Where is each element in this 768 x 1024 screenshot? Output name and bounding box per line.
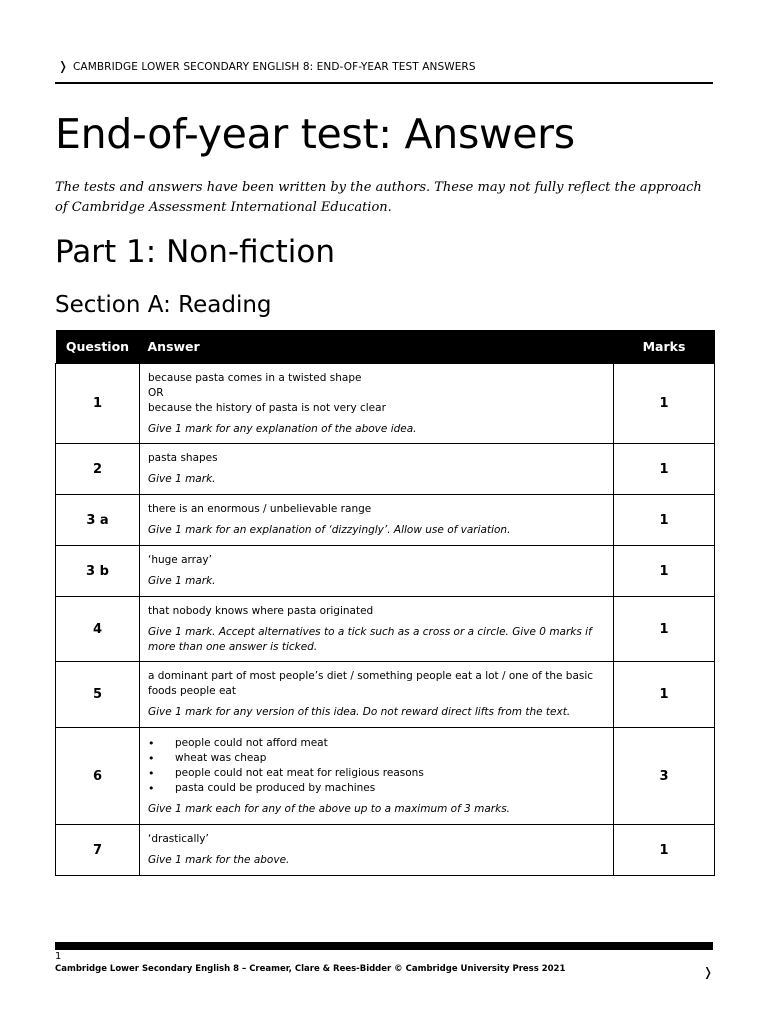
answer-text: OR [148,386,164,399]
marks-cell: 1 [614,495,715,546]
bullet-item: • people could not eat meat for religious reasons [148,766,605,781]
header-text: CAMBRIDGE LOWER SECONDARY ENGLISH 8: END-OF-YEAR TEST ANSWERS [73,61,476,73]
question-cell: 7 [56,825,140,876]
question-cell: 2 [56,444,140,495]
table-row [56,597,715,662]
answer-cell [140,364,614,444]
marks-cell: 3 [614,728,715,825]
answer-text: there is an enormous / unbelievable range [148,503,372,515]
marking-guidance: Give 1 mark for the above. [148,854,290,866]
section-heading: Section A: Reading [55,292,272,318]
column-header-question: Question [56,330,140,364]
marks-cell: 1 [614,444,715,495]
answer-cell [140,444,614,495]
table-row [56,495,715,546]
page-number: 1 [55,951,62,962]
question-cell: 5 [56,662,140,728]
question-cell: 4 [56,597,140,662]
marking-guidance: Give 1 mark. Accept alternatives to a tick such as a cross or a circle. Give 0 marks if more than one answer is ticked. [148,625,592,653]
question-cell: 1 [56,364,140,444]
question-cell: 6 [56,728,140,825]
marking-guidance: Give 1 mark for any explanation of the above idea. [148,422,417,435]
answer-cell [140,597,614,662]
chevron-right-icon: ❭ [703,965,714,979]
answer-text: that nobody knows where pasta originated [148,604,374,617]
marks-cell: 1 [614,662,715,728]
table-row [56,728,715,825]
chevron-right-icon: ❭ [58,59,69,73]
intro-note: The tests and answers have been written by the authors. These may not fully reflect the approach of Cambridge Assessment International Education. [55,180,702,215]
table-row [56,444,715,495]
answer-cell [140,825,614,876]
marking-guidance: Give 1 mark each for any of the above up to a maximum of 3 marks. [148,802,511,815]
table-row [56,546,715,597]
answer-cell [140,728,614,825]
header-divider [55,82,713,84]
bullet-item: • people could not afford meat [148,736,605,751]
answer-text: pasta shapes [148,452,218,464]
bullet-item: • wheat was cheap [148,751,605,766]
column-header-marks: Marks [614,330,715,364]
answer-cell [140,546,614,597]
table-row [56,364,715,444]
question-cell: 3 b [56,546,140,597]
marking-guidance: Give 1 mark. [148,473,216,485]
answer-text: because pasta comes in a twisted shape [148,371,362,384]
marking-guidance: Give 1 mark. [148,575,216,587]
answer-text: a dominant part of most people’s diet / something people eat a lot / one of the basic foods people eat [148,670,594,697]
question-cell: 3 a [56,495,140,546]
answer-text: ‘drastically’ [148,833,209,845]
answers-table [55,330,715,876]
table-header-row [56,330,715,364]
part-heading: Part 1: Non-fiction [55,234,336,270]
answer-text: ‘huge array’ [148,554,212,566]
answer-cell [140,662,614,728]
footer-divider [55,942,713,950]
marking-guidance: Give 1 mark for an explanation of ‘dizzyingly’. Allow use of variation. [148,524,511,536]
bullet-item: • pasta could be produced by machines [148,781,605,796]
marking-guidance: Give 1 mark for any version of this idea. Do not reward direct lifts from the text. [148,706,571,718]
marks-cell: 1 [614,364,715,444]
answer-bullet-list [148,736,605,796]
answer-text: because the history of pasta is not very clear [148,401,386,414]
marks-cell: 1 [614,546,715,597]
page-title: End-of-year test: Answers [55,110,575,158]
running-header [56,58,713,80]
answer-cell [140,495,614,546]
marks-cell: 1 [614,597,715,662]
footer-copyright: Cambridge Lower Secondary English 8 – Creamer, Clare & Rees-Bidder © Cambridge University Press 2021 [55,964,566,974]
column-header-answer: Answer [140,330,614,364]
marks-cell: 1 [614,825,715,876]
table-row [56,662,715,728]
table-row [56,825,715,876]
